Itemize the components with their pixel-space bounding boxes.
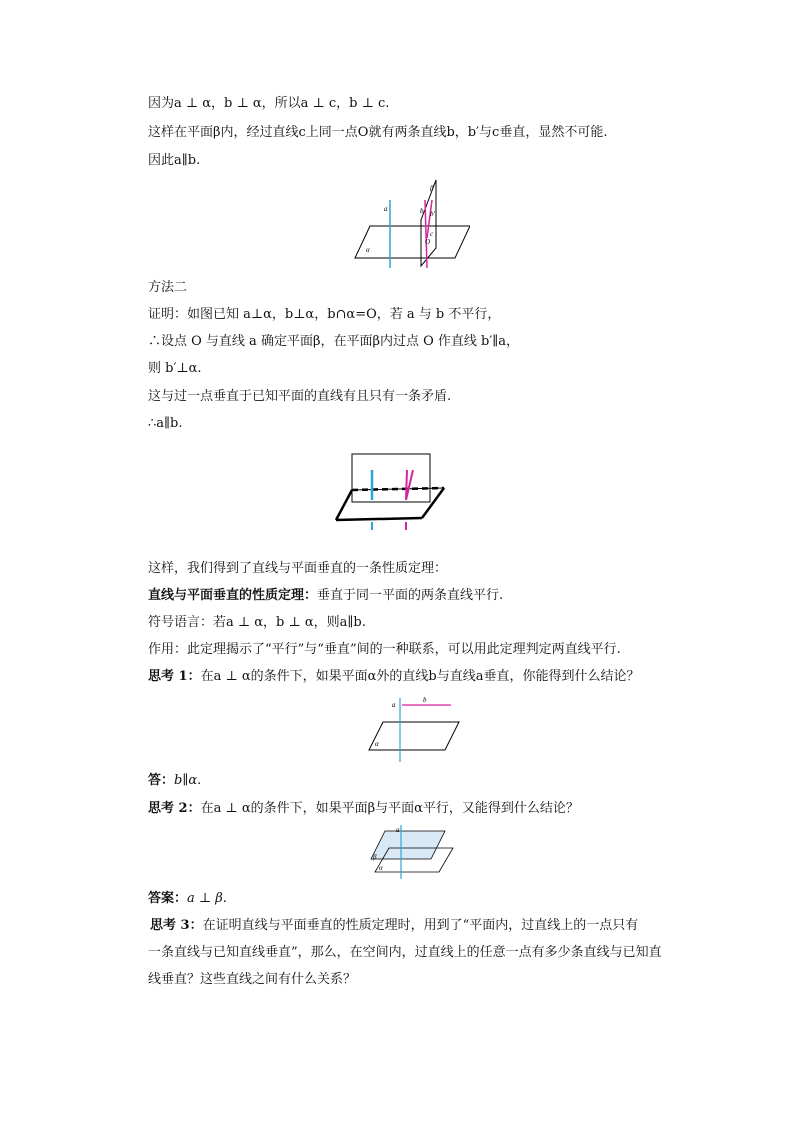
think-1 <box>148 668 639 686</box>
plane-alpha <box>355 226 470 258</box>
method-title: 方法二 <box>148 280 188 295</box>
text-line: ∴a∥b. <box>148 416 183 431</box>
label-b: b <box>420 207 424 215</box>
text-line: ∴设点 O 与直线 a 确定平面β，在平面β内过点 O 作直线 b′∥a， <box>148 334 520 349</box>
label-alpha: α <box>379 864 383 872</box>
think-3 <box>150 917 638 935</box>
think-2-label: 思考 2： <box>148 801 201 816</box>
answer-1-text: b∥α. <box>174 773 202 788</box>
figure-think-1 <box>365 692 461 764</box>
theorem-name: 直线与平面垂直的性质定理： <box>148 588 318 603</box>
text-line: 一条直线与已知直线垂直”，那么，在空间内，过直线上的任意一点有多少条直线与已知直 <box>148 945 662 960</box>
figure-think-2 <box>365 823 457 881</box>
text-line: 这样，我们得到了直线与平面垂直的一条性质定理： <box>148 561 448 576</box>
text-line: 则 b′⊥α. <box>148 361 202 376</box>
label-c: c <box>430 230 434 238</box>
label-b: b <box>423 696 427 704</box>
think-1-label: 思考 1： <box>148 669 201 684</box>
text-line: 符号语言：若a ⊥ α，b ⊥ α，则a∥b. <box>148 615 366 630</box>
plane-beta <box>352 454 430 502</box>
answer-2-label: 答案： <box>148 891 188 906</box>
answer-2-text: a ⊥ β. <box>187 891 227 906</box>
label-O: O <box>425 238 431 246</box>
label-bprime: b′ <box>430 210 436 218</box>
label-beta: β <box>430 184 434 192</box>
label-a: a <box>392 701 396 709</box>
text-line: 因此a∥b. <box>148 153 201 168</box>
answer-1 <box>148 772 201 790</box>
figure-planes-2 <box>334 452 446 532</box>
plane-alpha <box>369 722 459 750</box>
label-a: a <box>396 826 400 834</box>
text-line: 这样在平面β内，经过直线c上同一点O就有两条直线b，b′与c垂直，显然不可能. <box>148 125 608 140</box>
theorem-line <box>148 587 503 605</box>
label-alpha: α <box>366 246 370 254</box>
theorem-statement: 垂直于同一平面的两条直线平行. <box>317 588 504 603</box>
text-line: 证明：如图已知 a⊥α，b⊥α，b∩α=O，若 a 与 b 不平行， <box>148 307 501 322</box>
label-beta: β <box>373 853 377 861</box>
think-3-text: 在证明直线与平面垂直的性质定理时，用到了“平面内，过直线上的一点只有 <box>202 918 639 933</box>
answer-2 <box>148 890 227 908</box>
text-line: 这与过一点垂直于已知平面的直线有且只有一条矛盾. <box>148 389 452 404</box>
plane-beta <box>371 831 445 859</box>
label-a: a <box>384 205 388 213</box>
think-1-text: 在a ⊥ α的条件下，如果平面α外的直线b与直线a垂直，你能得到什么结论？ <box>200 669 640 684</box>
think-2 <box>148 800 579 818</box>
answer-1-label: 答： <box>148 773 175 788</box>
think-3-label: 思考 3： <box>150 918 203 933</box>
text-line: 作用：此定理揭示了“平行”与“垂直”间的一种联系，可以用此定理判定两直线平行. <box>148 642 621 657</box>
text-line: 线垂直？这些直线之间有什么关系？ <box>148 972 357 987</box>
text-line: 因为a ⊥ α，b ⊥ α，所以a ⊥ c，b ⊥ c. <box>148 96 390 111</box>
think-2-text: 在a ⊥ α的条件下，如果平面β与平面α平行，又能得到什么结论？ <box>200 801 579 816</box>
label-alpha: α <box>375 740 379 748</box>
figure-planes-1 <box>350 178 470 270</box>
